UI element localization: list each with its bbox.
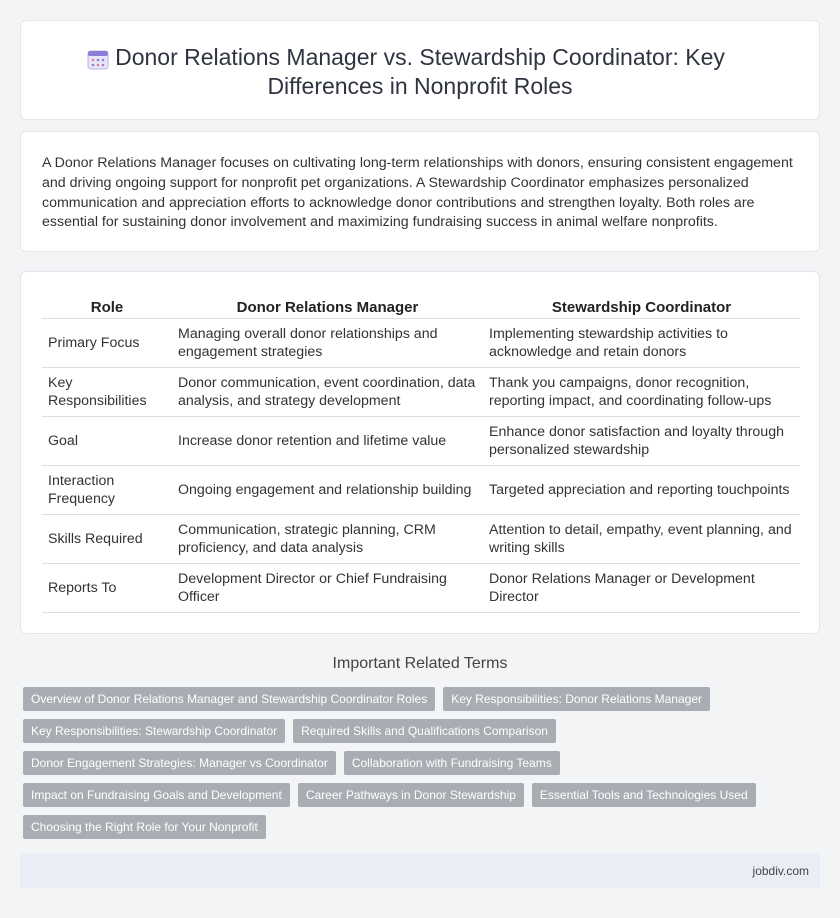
table-row bbox=[42, 417, 800, 466]
coordinator-cell: Donor Relations Manager or Development Director bbox=[483, 564, 800, 613]
header-stewardship-coordinator: Stewardship Coordinator bbox=[483, 295, 800, 319]
header-role: Role bbox=[42, 295, 172, 319]
row-label: Skills Required bbox=[42, 515, 172, 564]
related-term-tag[interactable]: Key Responsibilities: Stewardship Coordinator bbox=[23, 719, 285, 743]
footer bbox=[20, 854, 820, 888]
table-row bbox=[42, 564, 800, 613]
row-label: Primary Focus bbox=[42, 319, 172, 368]
manager-cell: Ongoing engagement and relationship building bbox=[172, 466, 483, 515]
related-term-tag[interactable]: Career Pathways in Donor Stewardship bbox=[298, 783, 524, 807]
intro-text: A Donor Relations Manager focuses on cultivating long-term relationships with donors, ensuring consistent engagement and driving ongoing support for nonprofit pet organizations. A Stewardship Coordinator emphasizes personalized communication and appreciation efforts to acknowledge donor contributions and strengthen loyalty. Both roles are essential for sustaining donor involvement and maximizing fundraising success in animal welfare nonprofits. bbox=[42, 155, 793, 231]
table-row bbox=[42, 466, 800, 515]
related-term-tag[interactable]: Collaboration with Fundraising Teams bbox=[344, 751, 560, 775]
coordinator-cell: Enhance donor satisfaction and loyalty through personalized stewardship bbox=[483, 417, 800, 466]
table-header-row bbox=[42, 295, 800, 319]
tag-row bbox=[23, 783, 803, 807]
table-row bbox=[42, 515, 800, 564]
coordinator-cell: Targeted appreciation and reporting touchpoints bbox=[483, 466, 800, 515]
manager-cell: Development Director or Chief Fundraising Officer bbox=[172, 564, 483, 613]
row-label: Key Responsibilities bbox=[42, 368, 172, 417]
table-row bbox=[42, 368, 800, 417]
related-terms-title: Important Related Terms bbox=[332, 655, 508, 672]
related-term-tag[interactable]: Key Responsibilities: Donor Relations Manager bbox=[443, 687, 710, 711]
related-term-tag[interactable]: Required Skills and Qualifications Comparison bbox=[293, 719, 556, 743]
footer-site-label[interactable]: jobdiv.com bbox=[752, 864, 809, 878]
intro-card bbox=[20, 131, 820, 252]
tag-row bbox=[23, 751, 803, 775]
manager-cell: Communication, strategic planning, CRM proficiency, and data analysis bbox=[172, 515, 483, 564]
related-term-tag[interactable]: Essential Tools and Technologies Used bbox=[532, 783, 756, 807]
coordinator-cell: Thank you campaigns, donor recognition, reporting impact, and coordinating follow-ups bbox=[483, 368, 800, 417]
tag-row bbox=[23, 719, 803, 743]
coordinator-cell: Attention to detail, empathy, event planning, and writing skills bbox=[483, 515, 800, 564]
page-title: Donor Relations Manager vs. Stewardship Coordinator: Key Differences in Nonprofit Roles bbox=[115, 44, 725, 99]
related-terms-list bbox=[23, 687, 803, 847]
comparison-table-card bbox=[20, 271, 820, 634]
comparison-table bbox=[42, 295, 800, 613]
related-term-tag[interactable]: Choosing the Right Role for Your Nonprofit bbox=[23, 815, 266, 839]
manager-cell: Donor communication, event coordination, data analysis, and strategy development bbox=[172, 368, 483, 417]
title-card bbox=[20, 20, 820, 120]
related-term-tag[interactable]: Overview of Donor Relations Manager and Stewardship Coordinator Roles bbox=[23, 687, 435, 711]
related-term-tag[interactable]: Impact on Fundraising Goals and Development bbox=[23, 783, 290, 807]
table-row bbox=[42, 319, 800, 368]
row-label: Goal bbox=[42, 417, 172, 466]
row-label: Interaction Frequency bbox=[42, 466, 172, 515]
manager-cell: Increase donor retention and lifetime value bbox=[172, 417, 483, 466]
row-label: Reports To bbox=[42, 564, 172, 613]
related-term-tag[interactable]: Donor Engagement Strategies: Manager vs Coordinator bbox=[23, 751, 336, 775]
manager-cell: Managing overall donor relationships and engagement strategies bbox=[172, 319, 483, 368]
tag-row bbox=[23, 687, 803, 711]
header-donor-relations-manager: Donor Relations Manager bbox=[172, 295, 483, 319]
tag-row bbox=[23, 815, 803, 839]
coordinator-cell: Implementing stewardship activities to acknowledge and retain donors bbox=[483, 319, 800, 368]
